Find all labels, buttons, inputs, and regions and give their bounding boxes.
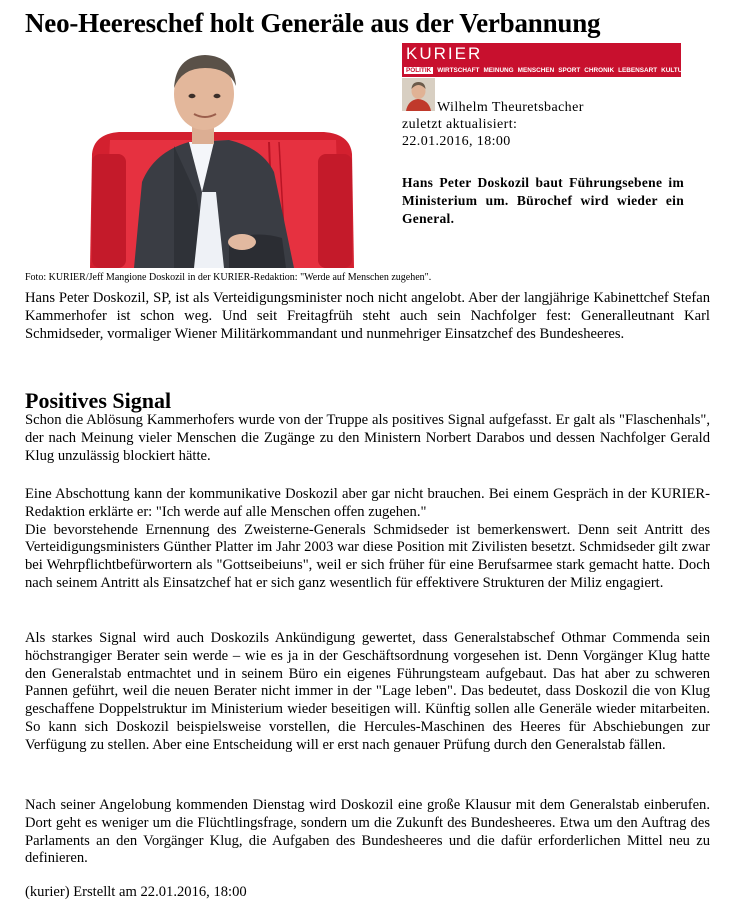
- paragraph-schmidseder: [25, 486, 710, 593]
- article-footer: (kurier) Erstellt am 22.01.2016, 18:00: [25, 884, 247, 900]
- nav-item-wirtschaft[interactable]: WIRTSCHAFT: [437, 66, 480, 74]
- nav-item-kult[interactable]: KULT: [690, 66, 708, 74]
- author-name[interactable]: Wilhelm Theuretsbacher: [437, 100, 584, 115]
- paragraph-intro: Hans Peter Doskozil, SP, ist als Verteidigungsminister noch nicht angelobt. Aber der langjährige Kabinettchef Stefan Kammerhofer ist schon weg. Und seit Freitagfrüh steht auch sein Nachfolger fest: Generalleutnant Karl Schmidseder, vormaliger Wiener Militärkommandant und nunmehriger Einsatzchef des Bundesheeres.: [25, 290, 710, 342]
- updated-date: 22.01.2016, 18:00: [402, 134, 511, 149]
- article-teaser: Hans Peter Doskozil baut Führungsebene im Ministerium um. Bürochef wird wieder ein General.: [402, 175, 684, 226]
- person-in-red-chair-image: [24, 42, 392, 268]
- paragraph-abschottung: Eine Abschottung kann der kommunikative Doskozil aber gar nicht brauchen. Bei einem Gespräch in der KURIER-Redaktion erklärte er: "Ich werde auf alle Menschen offen zugehen.": [25, 486, 710, 520]
- paragraph-ernennung: Die bevorstehende Ernennung des Zweisterne-Generals Schmidseder ist bemerkenswert. Denn seit Antritt des Verteidigungsministers Günther Platter im Jahr 2003 war diese Position mit Zivilisten besetzt. Schmidseder gilt zwar bei Wehrpflichtbefürwortern als "Gottseibeiuns", weil er sich früher für eine Berufsarmee stark gemacht hatte. Doch nach seinem Antritt als Einsatzchef hat er sich ganz wesentlich für effektivere Strukturen der Miliz engagiert.: [25, 521, 710, 591]
- nav-item-menschen[interactable]: MENSCHEN: [517, 66, 555, 74]
- article-headline: Neo-Heereschef holt Generäle aus der Verbannung: [25, 8, 601, 38]
- section-nav: [404, 65, 731, 75]
- nav-item-kultur[interactable]: KULTUR: [661, 66, 687, 74]
- section-heading: Positives Signal: [25, 388, 172, 413]
- kurier-masthead[interactable]: [402, 43, 731, 77]
- paragraph-klausur: Nach seiner Angelobung kommenden Dienstag wird Doskozil eine große Klausur mit dem Generalstab einberufen. Dort geht es weniger um die Flüchtlingsfrage, sondern um die Zukunft des Bundesheeres. Etwa um den Auftrag des Parlaments an den Vorgänger Klug, die Aufgaben des Bundesheeres und die dafür erforderlichen Mittel neu zu definieren.: [25, 797, 710, 867]
- nav-item-lebensart[interactable]: LEBENSART: [618, 66, 658, 74]
- kurier-logo[interactable]: KURIER: [406, 44, 483, 63]
- nav-item-politik[interactable]: POLITIK: [406, 66, 432, 74]
- article-photo: [24, 42, 392, 268]
- nav-item-meinung[interactable]: MEINUNG: [483, 66, 514, 74]
- nav-item-video[interactable]: VIDEO: [711, 66, 731, 74]
- updated-label: zuletzt aktualisiert:: [402, 117, 518, 132]
- paragraph-signal: Schon die Ablösung Kammerhofers wurde von der Truppe als positives Signal aufgefasst. Er galt als "Flaschenhals", der nach Meinung vieler Menschen die Zugänge zu den Ministern Norbert Darabos und dessen Nachfolger Gerald Klug unzulässig blockiert hätte.: [25, 412, 710, 464]
- byline: [402, 99, 702, 150]
- paragraph-generalstab: Als starkes Signal wird auch Doskozils Ankündigung gewertet, dass Generalstabschef Othmar Commenda sein höchstrangiger Berater sein werde – wie es ja in der Geschäftsordnung vorgesehen ist. Denn Vorgänger Klug hatte den Generalstab entmachtet und in seinem Büro ein eigenes Führungsteam aufgebaut. Das hat aber zu schweren Pannen geführt, weil die neuen Berater nicht immer in der "Lage leben". Das bedeutet, dass Doskozil die von Klug geschaffene Doppelstruktur im Ministerium wieder beseitigen will. Künftig sollen alle Generäle wieder mitarbeiten. So kann sich Doskozil beispielsweise vorstellen, die Hercules-Maschinen des Heeres für Abschiebungen zur Verfügung zu stellen. Aber eine Entscheidung will er erst nach genauer Prüfung durch den Generalstab fällen.: [25, 630, 710, 753]
- photo-caption: Foto: KURIER/Jeff Mangione Doskozil in der KURIER-Redaktion: "Werde auf Menschen zugehen".: [25, 272, 432, 283]
- nav-item-sport[interactable]: SPORT: [558, 66, 581, 74]
- nav-item-chronik[interactable]: CHRONIK: [584, 66, 615, 74]
